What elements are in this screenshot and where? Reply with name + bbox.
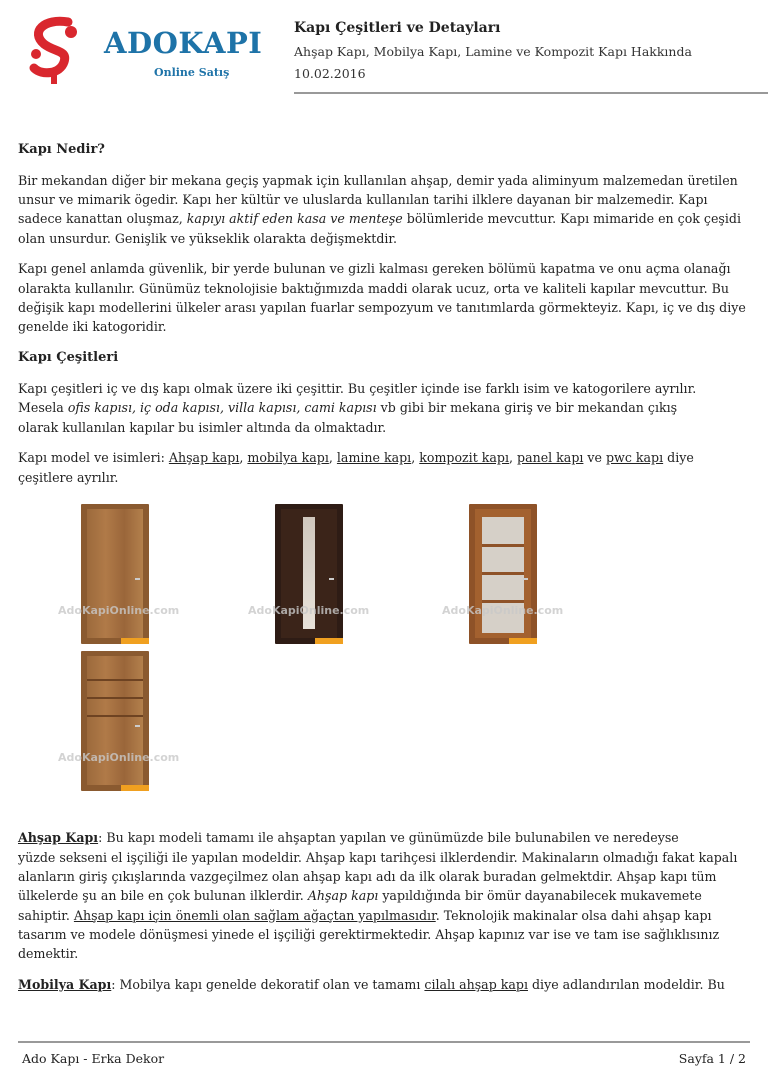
text: bölümleride mevcuttur. Kapı mimaride en çok çeşidi olan unsurdur. Genişlik ve yükseklik olarakta değişmektdir. [18,211,742,246]
text: : Mobilya kapı genelde dekoratif olan ve tamamı [111,977,425,993]
separator: , [239,450,248,466]
page-header [18,0,750,95]
paragraph: Kapı genel anlamda güvenlik, bir yerde bulunan ve gizli kalması gereken bölümü kapatma ve onu açma olanağı olarakta kullanılır. Günümüz teknolojisie baktığımızda maddi olarak ucuz, orta ve kaliteli kapılar mevcuttur. Bu değişik kapı modellerini ülkeler arası yapılan fuarlar sempozyum ve tanıtımlarda görmekteyiz. Kapı, iç ve dış diye genelde iki katogoridir. [18,261,746,335]
paragraph [18,379,750,437]
paragraph-ahsap-kapi [18,828,750,963]
door-gallery [18,498,750,820]
header-divider [294,92,768,94]
italic-text: Ahşap kapı [307,888,379,904]
text: Kapı model ve isimleri: [18,450,169,466]
term-mobilya-kapi[interactable]: Mobilya Kapı [18,977,112,993]
logo-brand-text: ADOKAPI [104,26,263,60]
text: diye çeşitlere ayrılır. [18,450,694,485]
heading-kapi-nedir: Kapı Nedir? [18,142,105,157]
separator: , [328,450,337,466]
separator: , [411,450,420,466]
document-body [18,140,750,1006]
door-image-glass-panels [469,504,537,644]
heading-kapi-cesitleri: Kapı Çeşitleri [18,350,119,366]
document-date: 10.02.2016 [294,66,366,81]
link-cilali-ahsap-kapi[interactable]: cilalı ahşap kapı [424,977,528,993]
page-footer [18,1041,750,1066]
document-subtitle: Ahşap Kapı, Mobilya Kapı, Lamine ve Kompozit Kapı Hakkında [294,44,692,59]
link-ahsap-kapi[interactable]: Ahşap kapı [168,450,240,466]
text: vb gibi bir mekana giriş ve bir mekandan çıkış [376,400,678,416]
text: Mesela [18,400,68,416]
page-number: Sayfa 1 / 2 [678,1051,746,1066]
link-mobilya-kapi[interactable]: mobilya kapı [247,450,329,466]
logo-subtitle: Online Satış [154,66,230,79]
watermark: AdoKapiOnline.com [58,751,180,765]
link-ahsap-kapi-onemli[interactable]: Ahşap kapı için önemli olan sağlam ağaçtan yapılmasıdır [73,907,436,923]
term-ahsap-kapi[interactable]: Ahşap Kapı [18,830,99,846]
watermark: AdoKapiOnline.com [248,604,370,618]
text: yapıldığında bir ömür dayanabilecek mukavemete sahiptir. [18,888,702,923]
adokapi-logo [24,14,284,86]
logo-emblem-icon [24,14,94,86]
paragraph [18,171,750,248]
link-panel-kapi[interactable]: panel kapı [517,450,584,466]
document-title: Kapı Çeşitleri ve Detayları [294,20,501,36]
watermark: AdoKapiOnline.com [442,604,564,618]
text: olarak kullanılan kapılar bu isimler altında da olmaktadır. [18,419,387,435]
footer-company: Ado Kapı - Erka Dekor [22,1051,165,1066]
link-lamine-kapi[interactable]: lamine kapı [336,450,412,466]
watermark: AdoKapiOnline.com [58,604,180,618]
italic-text: kapıyı aktif eden kasa ve menteşe [186,211,403,227]
paragraph-models [18,448,750,487]
text: . Teknolojik makinalar olsa dahi ahşap kapı tasarım ve modele dönüşmesi yinede el işçiliği gerektirmektedir. Ahşap kapınız var ise ve tam ise sağlıklısınız demektir. [18,907,720,962]
door-image-walnut [81,504,149,644]
paragraph-mobilya-kapi [18,975,750,994]
separator: ve [583,450,606,466]
door-image-walnut-lines [81,651,149,791]
text: yüzde sekseni el işçiliği ile yapılan modeldir. Ahşap kapı tarihçesi ilklerdendir. Makinaların olmadığı fakat kapalı alanların giriş çıkışlarında vazgeçilmez olan ahşap kapı adı da ilk olarak buradan gelmektdir. Ahşap kapı tüm ülkelerde şu an bile en çok bulunan ilklerdir. [18,849,738,904]
link-kompozit-kapi[interactable]: kompozit kapı [419,450,509,466]
link-pwc-kapi[interactable]: pwc kapı [606,450,664,466]
text: : Bu kapı modeli tamamı ile ahşaptan yapılan ve günümüzde bile bulunabilen ve neredeyse [98,830,679,846]
separator: , [509,450,518,466]
door-image-dark-glass [275,504,343,644]
text: Kapı çeşitleri iç ve dış kapı olmak üzere iki çeşittir. Bu çeşitler içinde ise farklı isim ve katogorilere ayrılır. [18,380,697,396]
italic-text: ofis kapısı, iç oda kapısı, villa kapısı, cami kapısı [67,400,377,416]
text: diye adlandırılan modeldir. Bu [527,977,725,993]
text: Bir mekandan diğer bir mekana geçiş yapmak için kullanılan ahşap, demir yada aliminyum malzemedan üretilen unsur ve mimarik ögedir. Kapı her kültür ve uluslarda kullanılan tarihi ilklere dayanan bir malzemedir. Kapı sadece kanattan oluşmaz, [18,172,738,227]
